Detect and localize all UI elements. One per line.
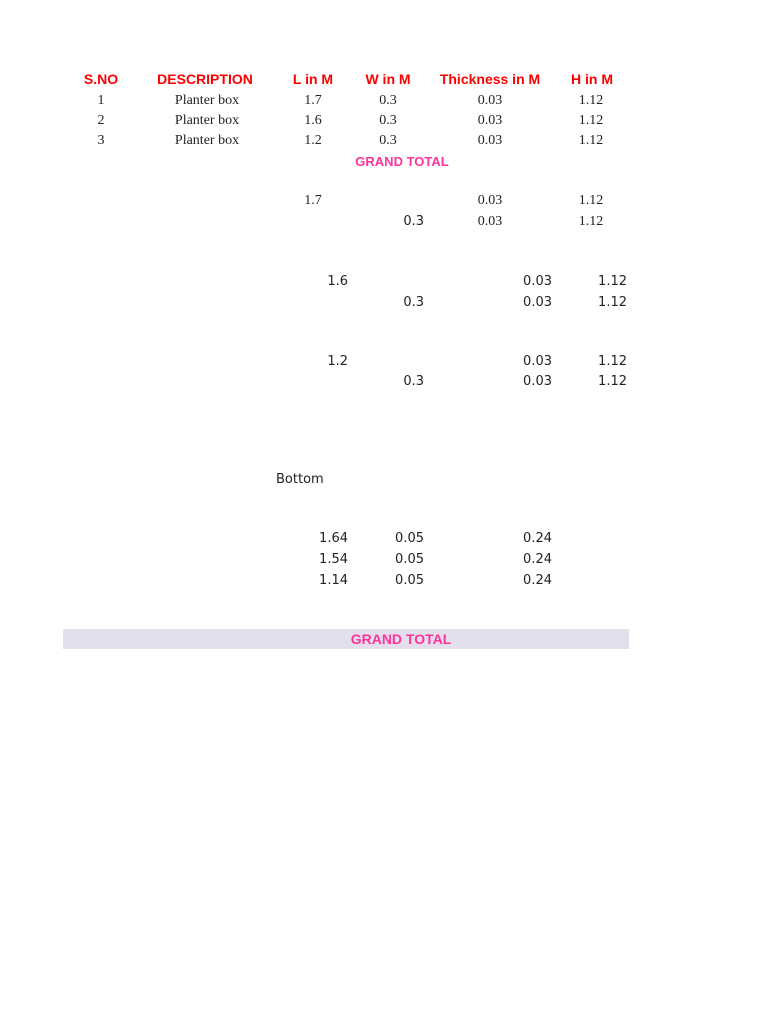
row-3-w: 0.3 [379, 133, 397, 148]
row-2-l: 1.6 [304, 113, 322, 128]
header-length: L in M [292, 71, 334, 87]
bottom-3-t: 0.24 [523, 573, 552, 588]
row-3-description: Planter box [174, 133, 240, 148]
header-description: DESCRIPTION [157, 71, 253, 87]
detail-2-h: 1.12 [598, 274, 627, 289]
row-1-sno: 1 [97, 93, 105, 108]
detail-1-h: 1.12 [578, 193, 604, 208]
detail-3-h: 1.12 [598, 354, 627, 369]
bottom-1-w: 0.05 [395, 531, 424, 546]
grand-total-band [63, 629, 629, 649]
detail-1b-t: 0.03 [477, 214, 503, 229]
detail-1-l: 1.7 [304, 193, 322, 208]
detail-1-t: 0.03 [477, 193, 503, 208]
detail-2b-t: 0.03 [523, 295, 552, 310]
row-3-h: 1.12 [578, 133, 604, 148]
header-sno: S.NO [83, 71, 119, 87]
row-3-l: 1.2 [304, 133, 322, 148]
bottom-1-t: 0.24 [523, 531, 552, 546]
grand-total-label-2: GRAND TOTAL [350, 631, 452, 647]
header-width: W in M [365, 71, 411, 87]
bottom-1-l: 1.64 [319, 531, 348, 546]
row-1-w: 0.3 [379, 93, 397, 108]
detail-3b-t: 0.03 [523, 374, 552, 389]
row-2-description: Planter box [174, 113, 240, 128]
bottom-2-t: 0.24 [523, 552, 552, 567]
row-3-t: 0.03 [477, 133, 503, 148]
detail-2-l: 1.6 [327, 274, 348, 289]
row-2-h: 1.12 [578, 113, 604, 128]
row-1-description: Planter box [174, 93, 240, 108]
row-1-l: 1.7 [304, 93, 322, 108]
detail-2-w: 0.3 [403, 295, 424, 310]
detail-3-w: 0.3 [403, 374, 424, 389]
bottom-2-w: 0.05 [395, 552, 424, 567]
header-height: H in M [571, 71, 613, 87]
detail-2-t: 0.03 [523, 274, 552, 289]
row-2-t: 0.03 [477, 113, 503, 128]
detail-1b-h: 1.12 [578, 214, 604, 229]
bottom-label: Bottom [276, 472, 324, 487]
detail-3-l: 1.2 [327, 354, 348, 369]
grand-total-label: GRAND TOTAL [355, 154, 449, 169]
bottom-3-l: 1.14 [319, 573, 348, 588]
row-2-w: 0.3 [379, 113, 397, 128]
detail-1-w: 0.3 [403, 214, 424, 229]
row-1-t: 0.03 [477, 93, 503, 108]
header-thickness: Thickness in M [439, 71, 541, 87]
bottom-3-w: 0.05 [395, 573, 424, 588]
row-3-sno: 3 [97, 133, 105, 148]
bottom-2-l: 1.54 [319, 552, 348, 567]
detail-2b-h: 1.12 [598, 295, 627, 310]
detail-3b-h: 1.12 [598, 374, 627, 389]
row-2-sno: 2 [97, 113, 105, 128]
detail-3-t: 0.03 [523, 354, 552, 369]
row-1-h: 1.12 [578, 93, 604, 108]
